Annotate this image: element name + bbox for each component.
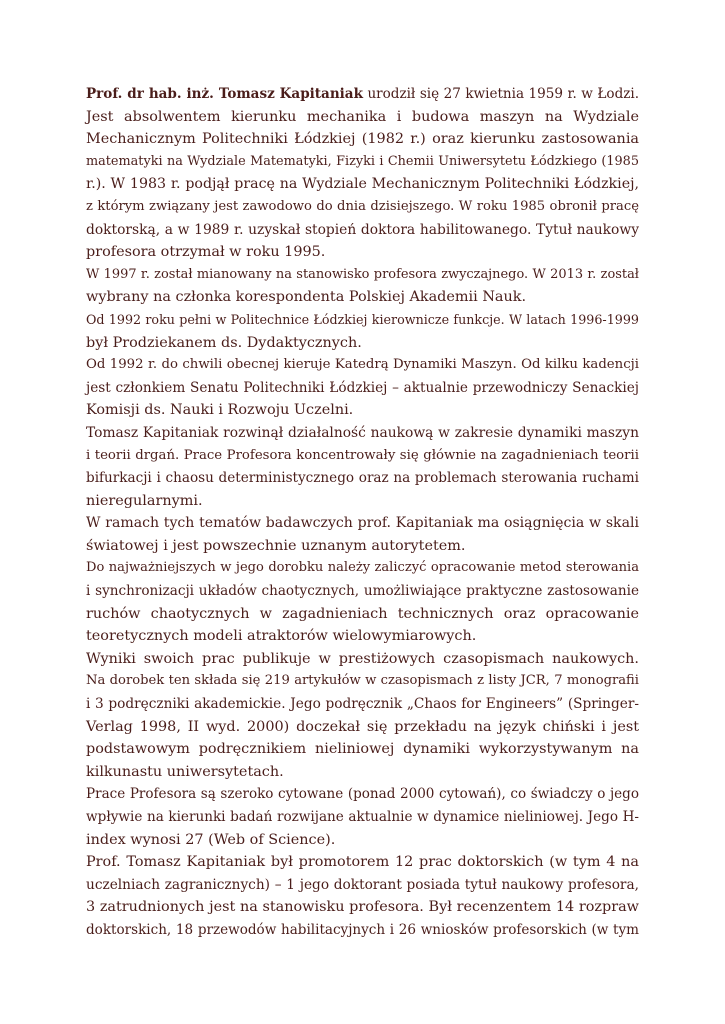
text-line: [86, 264, 639, 287]
line-text: był Prodziekanem ds. Dydaktycznych.: [86, 334, 362, 351]
text-line: [86, 151, 639, 174]
text-line: [86, 851, 639, 874]
line-text: doktorskich, 18 przewodów habilitacyjnych i 26 wniosków profesorskich (w tym: [86, 921, 639, 938]
line-text: i synchronizacji układów chaotycznych, umożliwiające praktyczne zastosowanie: [86, 583, 639, 600]
line-text: światowej i jest powszechnie uznanym autorytetem.: [86, 537, 466, 554]
line-text: Na dorobek ten składa się 219 artykułów w czasopismach z listy JCR, 7 monografii: [86, 673, 639, 689]
text-line: [86, 106, 639, 129]
text-line: [86, 648, 639, 671]
text-line: [86, 445, 639, 468]
line-text: Jest absolwentem kierunku mechanika i budowa maszyn na Wydziale: [86, 108, 639, 125]
line-text: podstawowym podręcznikiem nieliniowej dynamiki wykorzystywanym na: [86, 741, 639, 758]
line-text: Od 1992 roku pełni w Politechnice Łódzkiej kierownicze funkcje. W latach 1996-1999: [86, 311, 639, 327]
line-text: 3 zatrudnionych jest na stanowisku profesora. Był recenzentem 14 rozpraw: [86, 899, 639, 916]
paragraph: [86, 264, 639, 309]
line-text: Komisji ds. Nauki i Rozwoju Uczelni.: [86, 402, 354, 419]
paragraph: [86, 422, 639, 512]
text-line: [86, 422, 639, 445]
text-line: [86, 535, 639, 558]
line-text: r.). W 1983 r. podjął pracę na Wydziale Mechanicznym Politechniki Łódzkiej,: [86, 176, 639, 193]
paragraph: [86, 83, 639, 264]
text-line: [86, 309, 639, 332]
text-line: [86, 896, 639, 919]
text-line: [86, 806, 639, 829]
text-line: [86, 399, 639, 422]
paragraph: [86, 648, 639, 784]
text-line: [86, 625, 639, 648]
paragraph: [86, 354, 639, 422]
line-text: urodził się 27 kwietnia 1959 r. w Łodzi.: [362, 86, 639, 102]
text-line: [86, 670, 639, 693]
line-text: teoretycznych modeli atraktorów wielowymiarowych.: [86, 628, 477, 645]
line-text: index wynosi 27 (Web of Science).: [86, 831, 336, 848]
text-line: [86, 286, 639, 309]
text-line: [86, 557, 639, 580]
text-line: [86, 919, 639, 942]
text-line: [86, 490, 639, 513]
paragraph: [86, 557, 639, 647]
text-line: [86, 580, 639, 603]
line-text: doktorską, a w 1989 r. uzyskał stopień doktora habilitowanego. Tytuł naukowy: [86, 221, 639, 238]
line-text: Tomasz Kapitaniak rozwinął działalność naukową w zakresie dynamiki maszyn: [86, 424, 639, 441]
line-text: Od 1992 r. do chwili obecnej kieruje Katedrą Dynamiki Maszyn. Od kilku kadencji: [86, 357, 639, 373]
text-line: [86, 128, 639, 151]
line-text: Verlag 1998, II wyd. 2000) doczekał się przekładu na język chiński i jest: [86, 718, 639, 735]
text-line: [86, 716, 639, 739]
line-text: z którym związany jest zawodowo do dnia dzisiejszego. W roku 1985 obronił pracę: [86, 198, 639, 214]
line-text: jest członkiem Senatu Politechniki Łódzkiej – aktualnie przewodniczy Senackiej: [86, 379, 639, 396]
text-line: [86, 693, 639, 716]
line-text: Prof. Tomasz Kapitaniak był promotorem 12 prac doktorskich (w tym 4 na: [86, 854, 639, 871]
line-text: uczelniach zagranicznych) – 1 jego doktorant posiada tytuł naukowy profesora,: [86, 876, 639, 893]
line-text: kilkunastu uniwersytetach.: [86, 763, 284, 780]
text-line: [86, 83, 639, 106]
line-text: wpływie na kierunki badań rozwijane aktualnie w dynamice nieliniowej. Jego H-: [86, 809, 639, 825]
line-text: wybrany na członka korespondenta Polskiej Akademii Nauk.: [86, 289, 527, 306]
text-line: [86, 874, 639, 897]
line-text: Mechanicznym Politechniki Łódzkiej (1982 r.) oraz kierunku zastosowania: [86, 131, 639, 148]
text-line: [86, 829, 639, 852]
text-line: [86, 761, 639, 784]
text-line: [86, 196, 639, 219]
line-text: nieregularnymi.: [86, 492, 203, 509]
text-line: [86, 783, 639, 806]
text-line: [86, 738, 639, 761]
text-line: [86, 512, 639, 535]
line-text: bifurkacji i chaosu deterministycznego oraz na problemach sterowania ruchami: [86, 470, 639, 487]
line-text: Do najważniejszych w jego dorobku należy zaliczyć opracowanie metod sterowania: [86, 560, 639, 576]
line-text: Prace Profesora są szeroko cytowane (ponad 2000 cytowań), co świadczy o jego: [86, 786, 639, 803]
text-line: [86, 467, 639, 490]
author-name: Prof. dr hab. inż. Tomasz Kapitaniak: [86, 86, 363, 102]
line-text: Wyniki swoich prac publikuje w prestiżowych czasopismach naukowych.: [86, 650, 639, 667]
text-line: [86, 603, 639, 626]
paragraph: [86, 783, 639, 851]
line-text: i 3 podręczniki akademickie. Jego podręcznik „Chaos for Engineers” (Springer-: [86, 696, 639, 713]
text-line: [86, 377, 639, 400]
line-text: profesora otrzymał w roku 1995.: [86, 244, 326, 261]
text-line: [86, 332, 639, 355]
paragraph: [86, 851, 639, 941]
text-line: [86, 354, 639, 377]
line-text: W ramach tych tematów badawczych prof. Kapitaniak ma osiągnięcia w skali: [86, 515, 639, 532]
text-line: [86, 241, 639, 264]
paragraph: [86, 309, 639, 354]
line-text: i teorii drgań. Prace Profesora koncentrowały się głównie na zagadnieniach teorii: [86, 447, 639, 463]
body-text: [86, 83, 639, 942]
line-text: matematyki na Wydziale Matematyki, Fizyki i Chemii Uniwersytetu Łódzkiego (1985: [86, 153, 639, 169]
line-text: ruchów chaotycznych w zagadnieniach technicznych oraz opracowanie: [86, 605, 639, 622]
paragraph: [86, 512, 639, 557]
text-line: [86, 173, 639, 196]
text-line: [86, 219, 639, 242]
line-text: W 1997 r. został mianowany na stanowisko profesora zwyczajnego. W 2013 r. został: [86, 266, 639, 282]
